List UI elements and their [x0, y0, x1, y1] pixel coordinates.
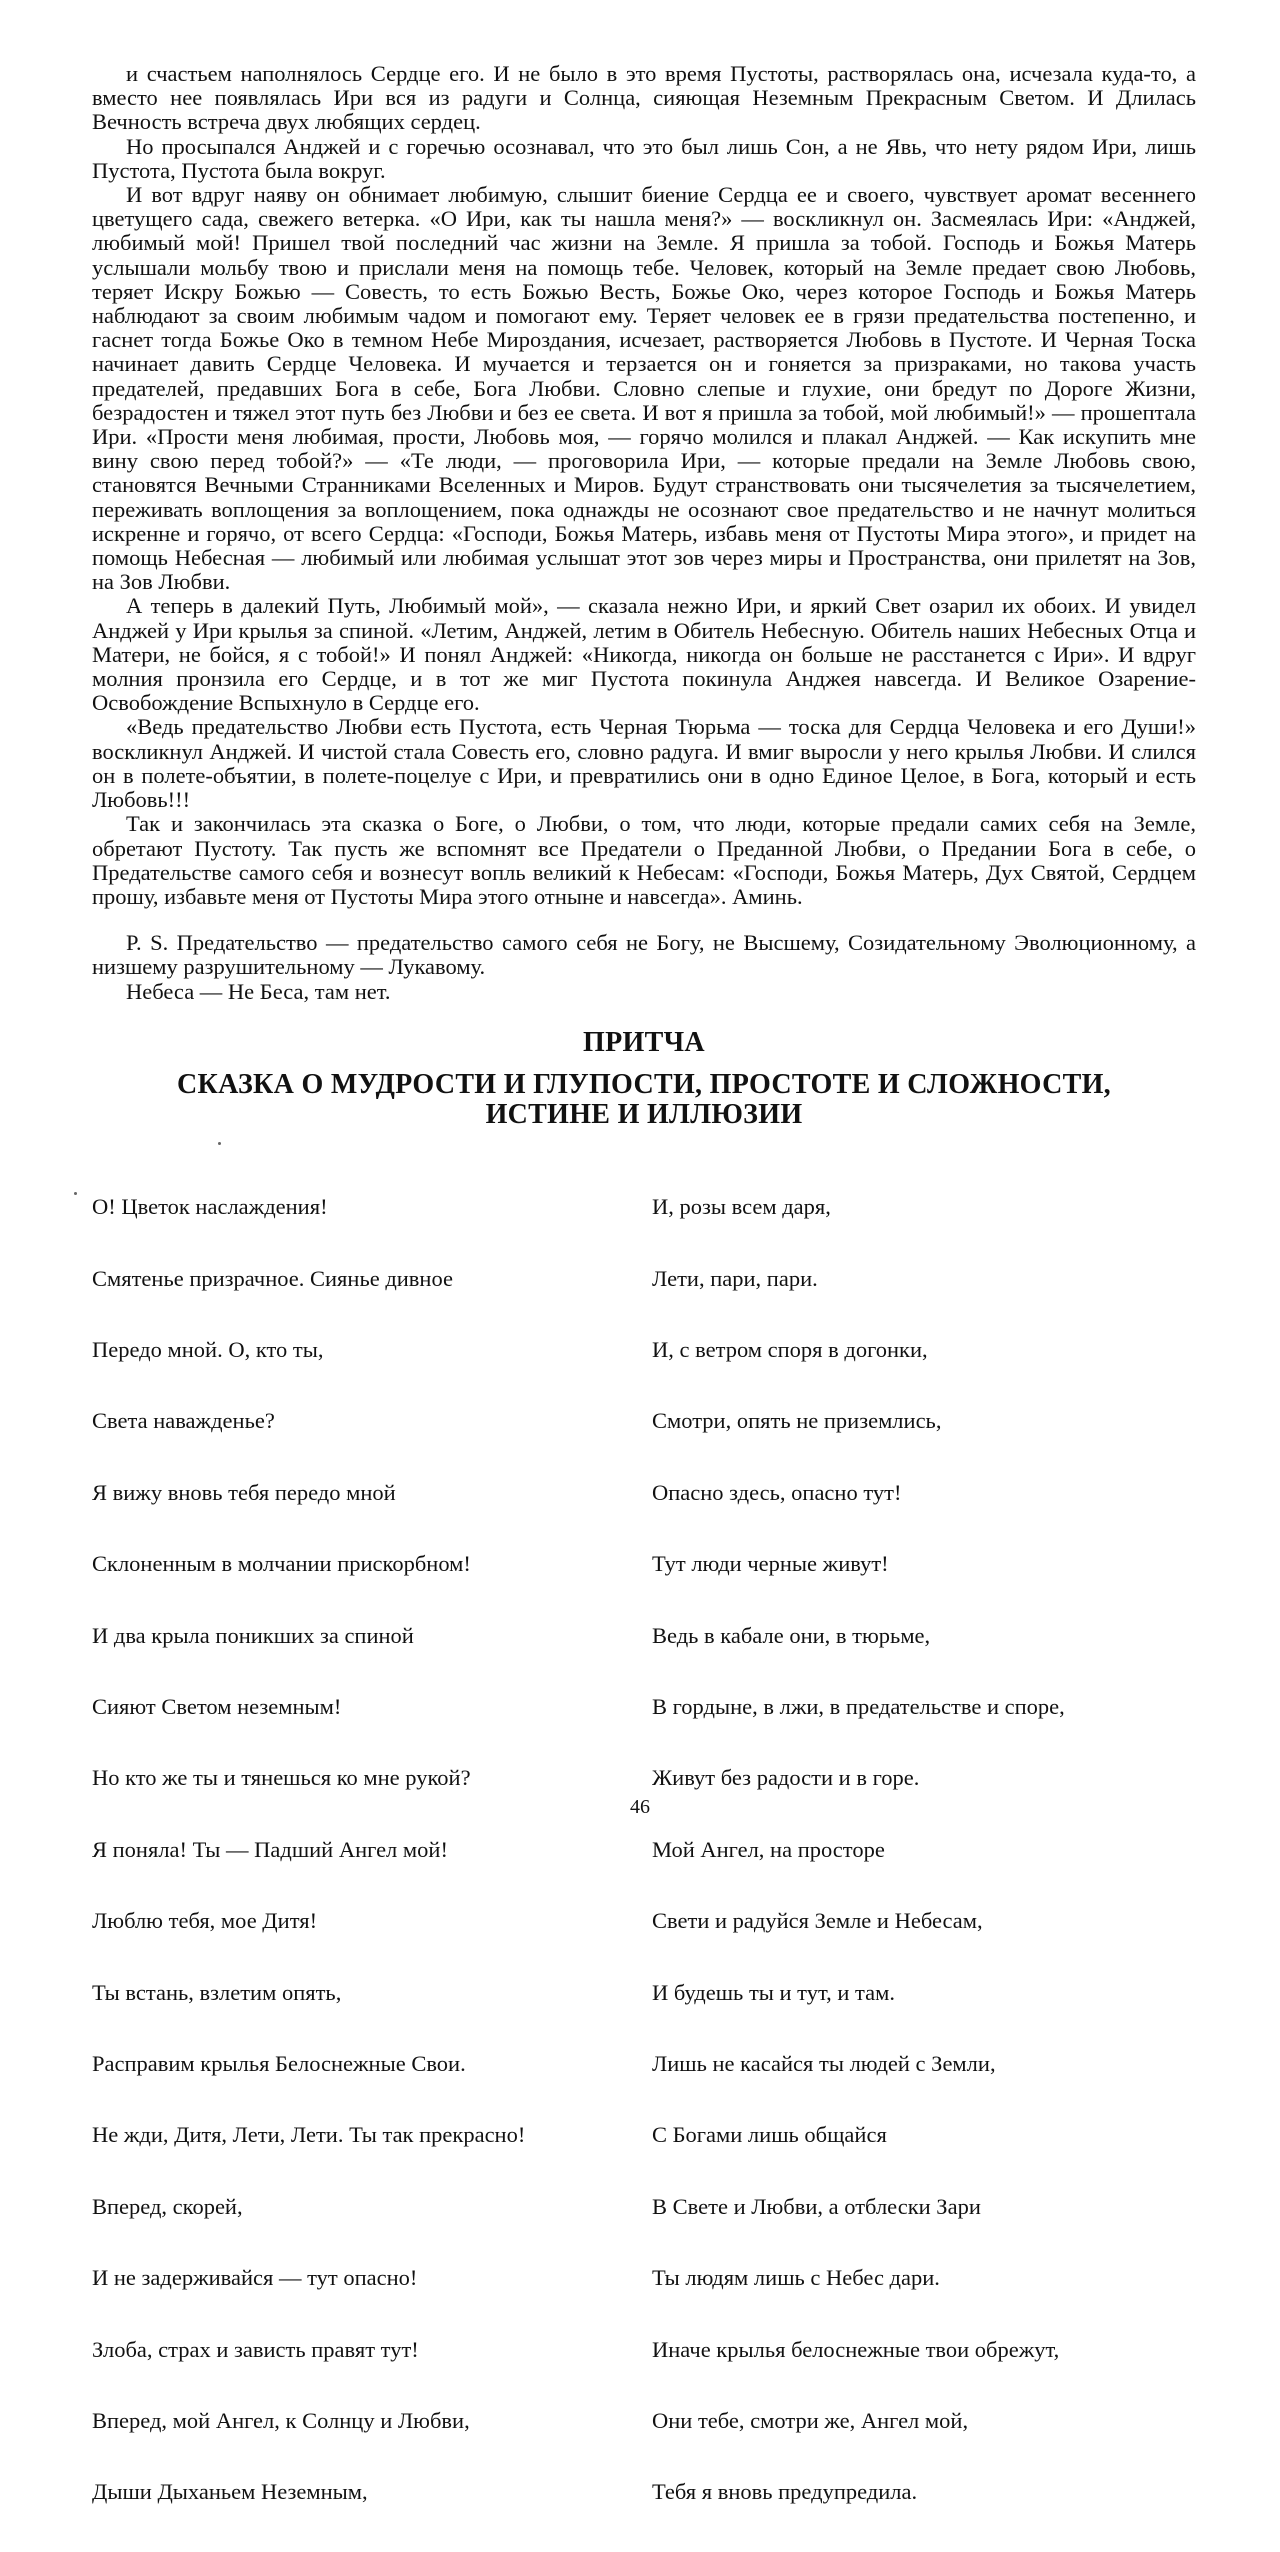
poem-line: Склоненным в молчании прискорбном! [92, 1551, 471, 1577]
poem-column-left [92, 1148, 652, 2552]
poem-line: И, с ветром споря в догонки, [652, 1337, 928, 1363]
print-speck [218, 1142, 221, 1145]
poem-line: Вперед, скорей, [92, 2193, 243, 2219]
poem-line: Я поняла! Ты — Падший Ангел мой! [92, 1836, 448, 1862]
paragraph: И вот вдруг наяву он обнимает любимую, слышит биение Сердца ее и своего, чувствует аромат весеннего цветущего сада, свежего ветерка. «О Ири, как ты нашла меня?» — воскликнул он. Засмеялась Ири: «Анджей, любимый мой! Пришел твой последний час жизни на Земле. Я пришла за тобой. Господь и Божья Матерь услышали мольбу твою и прислали меня на помощь тебе. Человек, который на Земле предает свою Любовь, теряет Искру Божью — Совесть, то есть Божью Весть, Божье Око, через которое Господь и Божья Матерь наблюдают за своим любимым чадом и помогают ему. Теряет человек ее в грязи предательства постепенно, и гаснет тогда Божье Око в темном Небе Мироздания, исчезает, растворяется Любовь в Пустоте. И Черная Тоска начинает давить Сердце Человека. И мучается и терзается он и гоняется за призраками, но такова участь предателей, предавших Бога в себе, Бога Любви. Словно слепые и глухие, они бредут по Дороге Жизни, безрадостен и тяжел этот путь без Любви и без ее света. И вот я пришла за тобой, мой любимый!» — прошептала Ири. «Прости меня любимая, прости, Любовь моя, — горячо молился и плакал Анджей. — Как искупить мне вину свою перед тобой?» — «Те люди, — проговорила Ири, — которые предали на Земле Любовь свою, становятся Вечными Странниками Вселенных и Миров. Будут странствовать они тысячелетия за тысячелетием, переживать воплощения за воплощением, пока однажды не осознают свое предательство и не начнут молиться искренне и горячо, от всего Сердца: «Господи, Божья Матерь, избавь меня от Пустоты Мира этого», и придет на помощь Небесная — любимый или любимая услышат этот зов через миры и Пространства, они прилетят на Зов, на Зов Любви. [92, 182, 1196, 595]
poem-line: Дыши Дыханьем Неземным, [92, 2479, 368, 2505]
poem-line: Тебя я вновь предупредила. [652, 2479, 918, 2505]
poem-line: И, розы всем даря, [652, 1194, 831, 1220]
poem-line: Свети и радуйся Земле и Небесам, [652, 1908, 983, 1934]
poem-line: Люблю тебя, мое Дитя! [92, 1908, 318, 1934]
poem-line: Смятенье призрачное. Сиянье дивное [92, 1265, 453, 1291]
poem-column-right [652, 1148, 1192, 2552]
poem-line: Они тебе, смотри же, Ангел мой, [652, 2407, 969, 2433]
story-title [92, 1070, 1196, 1130]
paragraph: Так и закончилась эта сказка о Боге, о Любви, о том, что люди, которые предали самих себя на Земле, обретают Пустоту. Так пусть же вспомнят все Предатели о Преданной Любви, о Предании Бога в себе, о Предательстве самого себя и вознесут вопль великий к Небесам: «Господи, Божья Матерь, Дух Святой, Сердцем прошу, избавьте меня от Пустоты Мира этого отныне и навсегда». Аминь. [92, 811, 1196, 909]
print-speck [74, 1192, 77, 1195]
story-text [92, 62, 1196, 909]
poem-line: И будешь ты и тут, и там. [652, 1979, 895, 2005]
poem-line: Не жди, Дитя, Лети, Лети. Ты так прекрасно! [92, 2122, 526, 2148]
poem-line: Вперед, мой Ангел, к Солнцу и Любви, [92, 2407, 470, 2433]
poem-line: Ты людям лишь с Небес дари. [652, 2265, 940, 2291]
section-heading: ПРИТЧА [583, 1026, 705, 1058]
poem-line: Сияют Светом неземным! [92, 1694, 342, 1720]
poem-line: И два крыла поникших за спиной [92, 1622, 414, 1648]
poem-line: В Свете и Любви, а отблески Зари [652, 2193, 981, 2219]
paragraph: Но просыпался Анджей и с горечью осознавал, что это был лишь Сон, а не Явь, что нету рядом Ири, лишь Пустота, Пустота была вокруг. [92, 133, 1196, 183]
paragraph: «Ведь предательство Любви есть Пустота, есть Черная Тюрьма — тоска для Сердца Человека и его Души!» воскликнул Анджей. И чистой стала Совесть его, словно радуга. И вмиг выросли у него крылья Любви. И слился он в полете-объятии, в полете-поцелуе с Ири, и превратились они в одно Единое Целое, в Бога, который и есть Любовь!!! [92, 714, 1196, 813]
postscript [92, 931, 1196, 1004]
paragraph: и счастьем наполнялось Сердце его. И не было в это время Пустоты, растворялась она, исчезала куда-то, а вместо нее появлялась Ири вся из радуги и Солнца, сияющая Неземным Прекрасным Светом. И Длилась Вечность встреча двух любящих сердец. [92, 61, 1196, 135]
story-title-line: ИСТИНЕ И ИЛЛЮЗИИ [485, 1098, 803, 1130]
poem-line: Лишь не касайся ты людей с Земли, [652, 2051, 996, 2076]
poem-line: Света наважденье? [92, 1408, 275, 1434]
poem-line: Я вижу вновь тебя передо мной [92, 1479, 396, 1505]
poem-line: Ты встань, взлетим опять, [92, 1979, 342, 2005]
poem-line: Тут люди черные живут! [652, 1551, 889, 1577]
poem-line: Живут без радости и в горе. [652, 1765, 920, 1791]
poem-line: И не задерживайся — тут опасно! [92, 2265, 418, 2291]
poem-line: Но кто же ты и тянешься ко мне рукой? [92, 1765, 471, 1791]
poem-line: Смотри, опять не приземлись, [652, 1408, 942, 1434]
poem-line: О! Цветок наслаждения! [92, 1194, 328, 1220]
postscript-paragraph: P. S. Предательство — предательство самого себя не Богу, не Высшему, Созидательному Эволюционному, а низшему разрушительному — Лукавому. [92, 930, 1196, 980]
poem-line: Лети, пари, пари. [652, 1265, 818, 1291]
poem-line: С Богами лишь общайся [652, 2122, 887, 2148]
poem-line: Ведь в кабале они, в тюрьме, [652, 1622, 931, 1648]
poem-line: Передо мной. О, кто ты, [92, 1337, 324, 1363]
story-title-line: СКАЗКА О МУДРОСТИ И ГЛУПОСТИ, ПРОСТОТЕ И СЛОЖНОСТИ, [177, 1068, 1111, 1100]
postscript-paragraph: Небеса — Не Беса, там нет. [126, 978, 391, 1004]
poem-line: В гордыне, в лжи, в предательстве и споре, [652, 1694, 1065, 1720]
paragraph: А теперь в далекий Путь, Любимый мой», — сказала нежно Ири, и яркий Свет озарил их обоих. И увидел Анджей у Ири крылья за спиной. «Летим, Анджей, летим в Обитель Небесную. Обитель наших Небесных Отца и Матери, не бойся, я с тобой!» И понял Анджей: «Никогда, никогда он больше не расстанется с Ири». И вдруг молния пронзила его Сердце, и в тот же миг Пустота покинула Анджея навсегда. И Великое Озарение-Освобождение Вспыхнуло в Сердце его. [92, 593, 1196, 716]
poem [92, 1148, 1196, 2552]
document-page [92, 62, 1196, 2552]
poem-line: Расправим крылья Белоснежные Свои. [92, 2051, 466, 2076]
poem-line: Иначе крылья белоснежные твои обрежут, [652, 2336, 1060, 2362]
poem-line: Опасно здесь, опасно тут! [652, 1479, 902, 1505]
page-number: 46 [630, 1796, 650, 1818]
poem-line: Мой Ангел, на просторе [652, 1836, 885, 1862]
poem-line: Злоба, страх и зависть правят тут! [92, 2336, 419, 2362]
